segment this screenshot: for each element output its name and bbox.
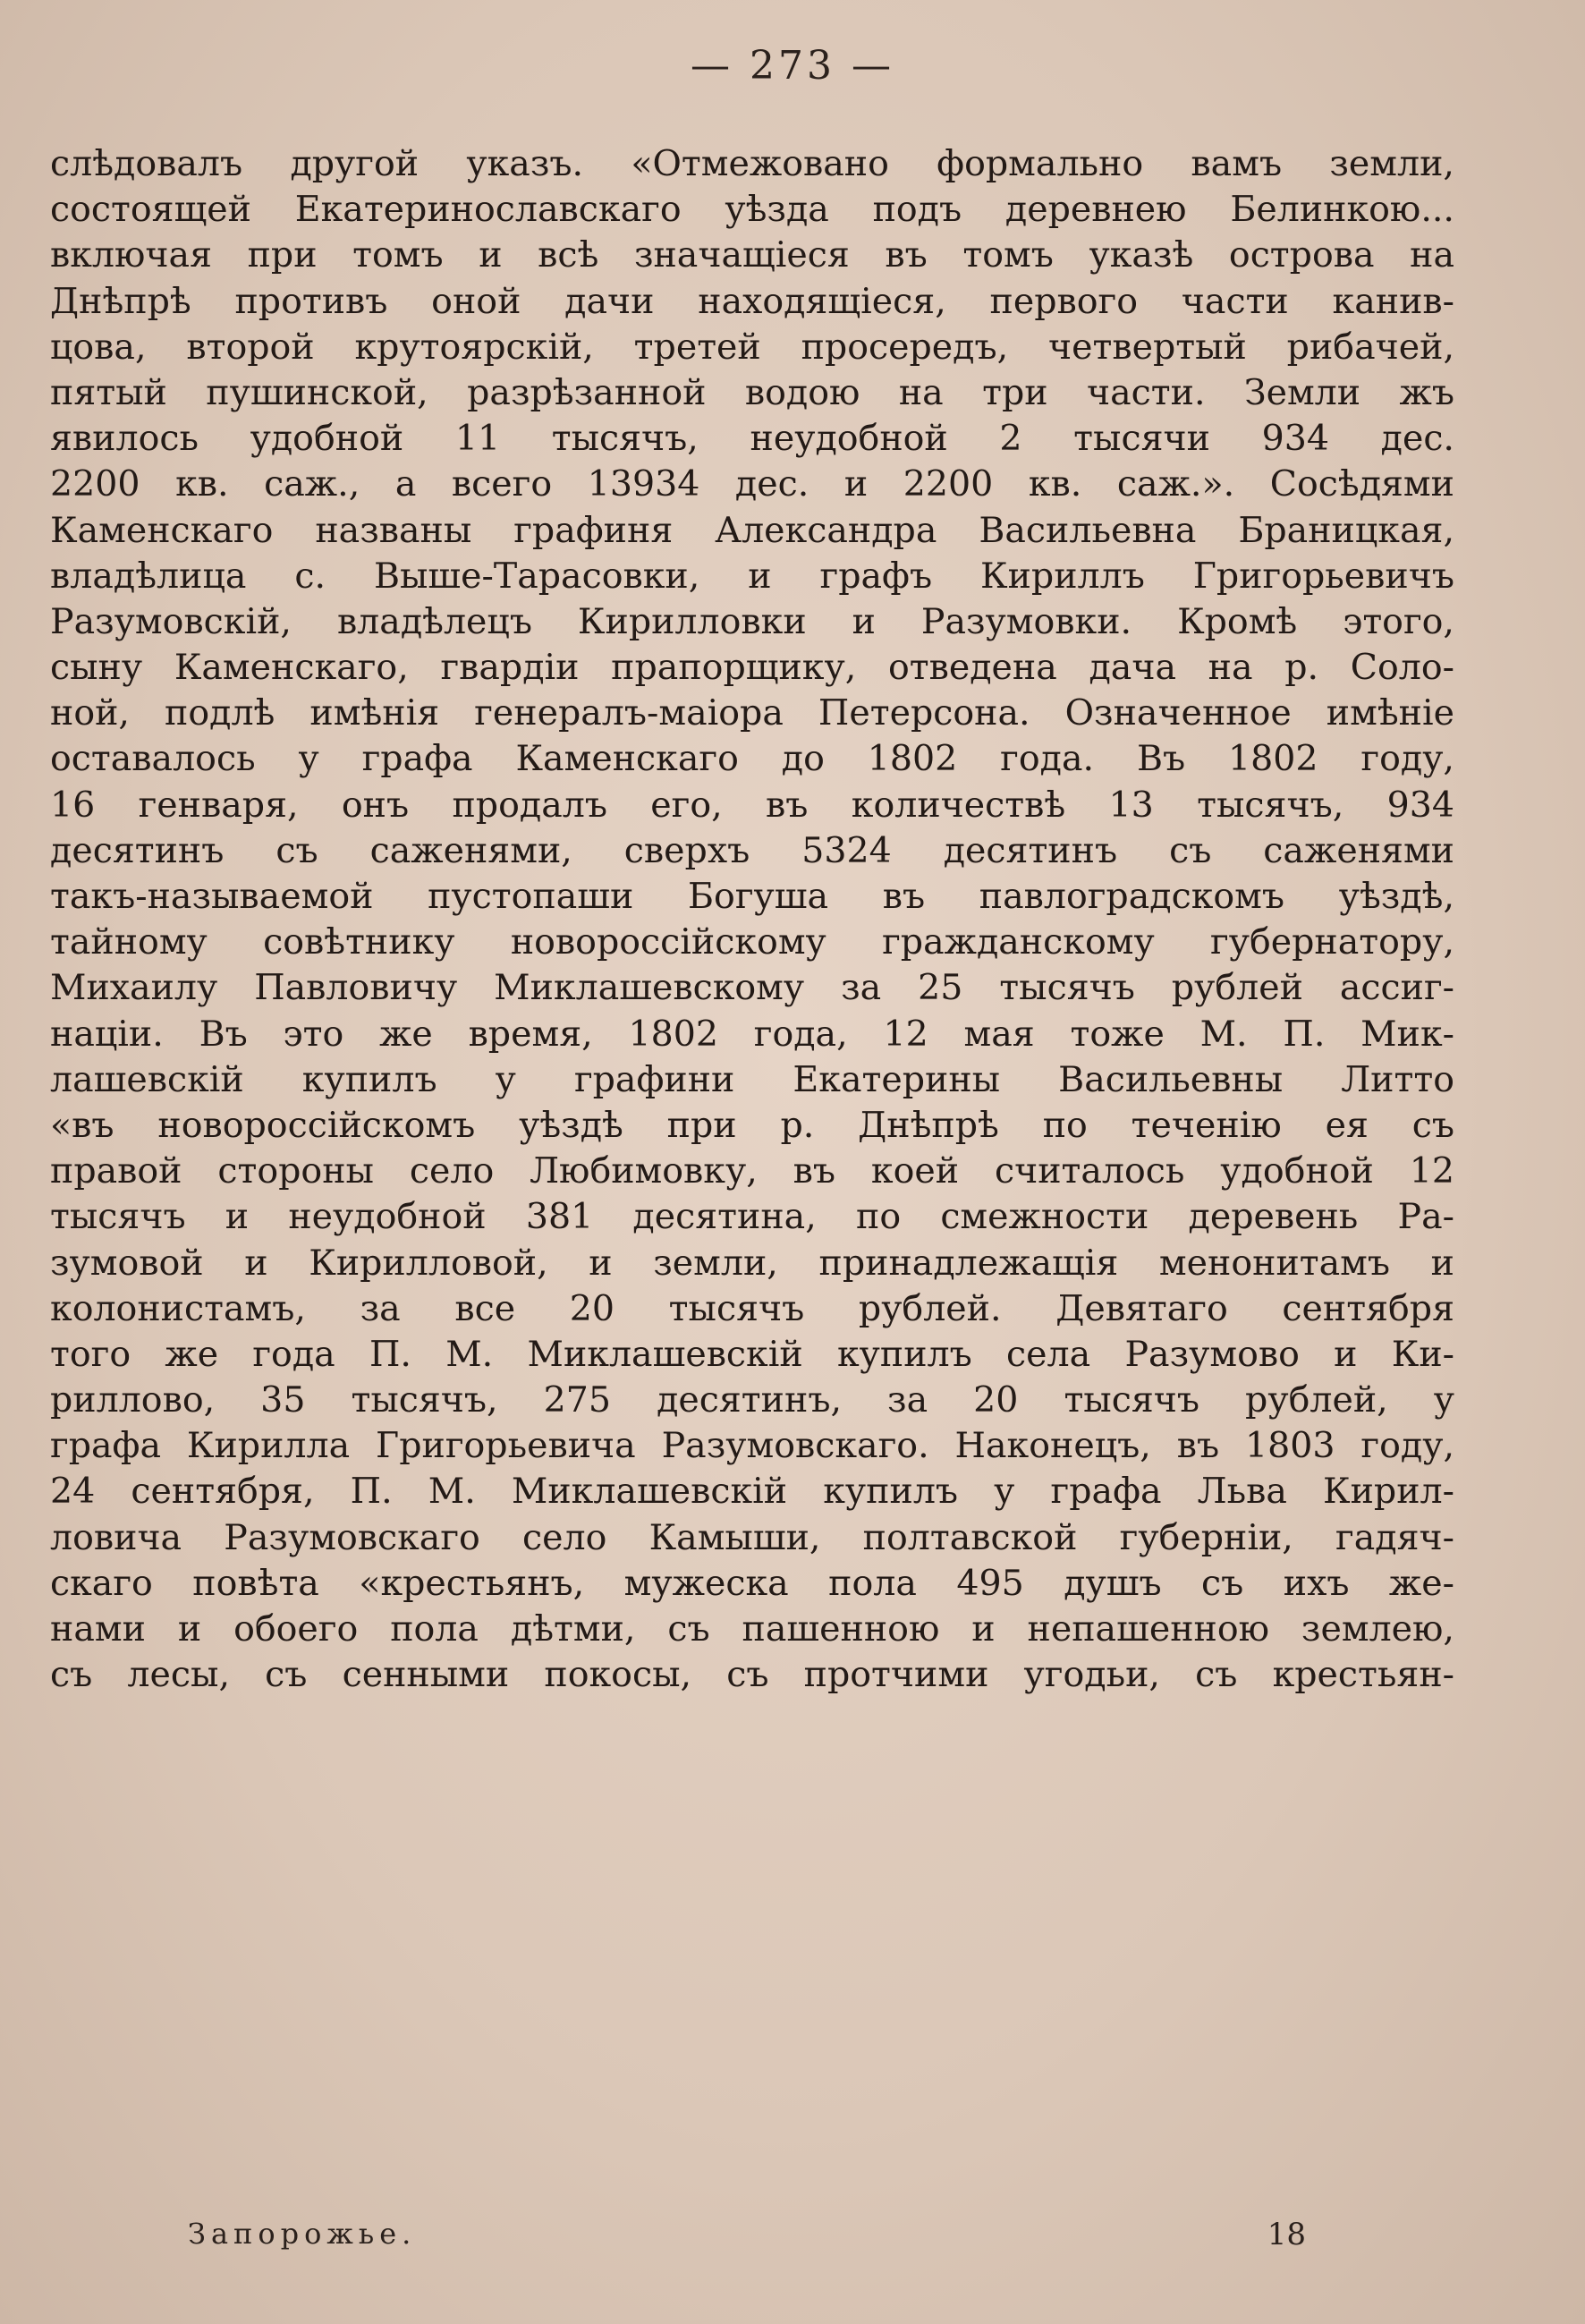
text-line: Михаилу Павловичу Миклашевскому за 25 тысячъ рублей ассиг- [50, 967, 1454, 1009]
sheet-number: 18 [1267, 2217, 1306, 2252]
page-number: — 273 — [691, 43, 894, 89]
text-line: Каменскаго названы графиня Александра Васильевна Браницкая, [50, 509, 1454, 551]
text-line: правой стороны село Любимовку, въ коей считалось удобной 12 [50, 1150, 1454, 1192]
body-text [50, 141, 1454, 1698]
text-line: состоящей Екатеринославскаго уѣзда подъ деревнею Белинкою... [50, 189, 1454, 231]
text-line: риллово, 35 тысячъ, 275 десятинъ, за 20 тысячъ рублей, у [50, 1379, 1454, 1421]
text-line: цова, второй крутоярскій, третей просередъ, четвертый рибачей, [50, 326, 1454, 368]
text-line: ной, подлѣ имѣнія генералъ-маіора Петерсона. Означенное имѣніе [50, 692, 1454, 734]
text-line: тысячъ и неудобной 381 десятина, по смежности деревень Ра- [50, 1196, 1454, 1238]
text-line: владѣлица с. Выше-Тарасовки, и графъ Кириллъ Григорьевичъ [50, 555, 1454, 597]
text-line: графа Кирилла Григорьевича Разумовскаго. Наконецъ, въ 1803 году, [50, 1425, 1454, 1467]
text-line: ловича Разумовскаго село Камыши, полтавской губерніи, гадяч- [50, 1516, 1454, 1558]
text-line: десятинъ съ саженями, сверхъ 5324 десятинъ съ саженями [50, 829, 1454, 871]
text-line: пятый пушинской, разрѣзанной водою на три части. Земли жъ [50, 371, 1454, 413]
text-line: оставалось у графа Каменскаго до 1802 года. Въ 1802 году, [50, 738, 1454, 780]
text-line: включая при томъ и всѣ значащіеся въ томъ указѣ острова на [50, 234, 1454, 276]
text-line: 24 сентября, П. М. Миклашевскій купилъ у графа Льва Кирил- [50, 1471, 1454, 1513]
text-line: Днѣпрѣ противъ оной дачи находящіеся, первого части канив- [50, 280, 1454, 322]
text-line: сыну Каменскаго, гвардіи прапорщику, отведена дача на р. Соло- [50, 647, 1454, 689]
text-line: 16 генваря, онъ продалъ его, въ количествѣ 13 тысячъ, 934 [50, 784, 1454, 826]
text-line: нами и обоего пола дѣтми, съ пашенною и непашенною землею, [50, 1608, 1454, 1650]
text-line: націи. Въ это же время, 1802 года, 12 мая тоже М. П. Мик- [50, 1013, 1454, 1055]
signature-mark: Запорожье. [188, 2217, 417, 2251]
text-line: явилось удобной 11 тысячъ, неудобной 2 тысячи 934 дес. [50, 418, 1454, 460]
text-line: зумовой и Кирилловой, и земли, принадлежащія менонитамъ и [50, 1242, 1454, 1284]
text-line: 2200 кв. саж., а всего 13934 дес. и 2200 кв. саж.». Сосѣдями [50, 463, 1454, 505]
text-line: «въ новороссійскомъ уѣздѣ при р. Днѣпрѣ по теченію ея съ [50, 1104, 1454, 1146]
text-line: лашевскій купилъ у графини Екатерины Васильевны Литто [50, 1058, 1454, 1100]
text-line: съ лесы, съ сенными покосы, съ протчими угодьи, съ крестьян- [50, 1654, 1454, 1696]
text-line: слѣдовалъ другой указъ. «Отмежовано формально вамъ земли, [50, 143, 1454, 184]
text-line: такъ-называемой пустопаши Богуша въ павлоградскомъ уѣздѣ, [50, 876, 1454, 917]
text-line: скаго повѣта «крестьянъ, мужеска пола 495 душъ съ ихъ же- [50, 1562, 1454, 1604]
text-line: Разумовскій, владѣлецъ Кирилловки и Разумовки. Кромѣ этого, [50, 600, 1454, 642]
text-line: тайному совѣтнику новороссійскому гражданскому губернатору, [50, 921, 1454, 963]
text-line: колонистамъ, за все 20 тысячъ рублей. Девятаго сентября [50, 1287, 1454, 1329]
page-footer [188, 2217, 1306, 2261]
text-line: того же года П. М. Миклашевскій купилъ села Разумово и Ки- [50, 1333, 1454, 1375]
